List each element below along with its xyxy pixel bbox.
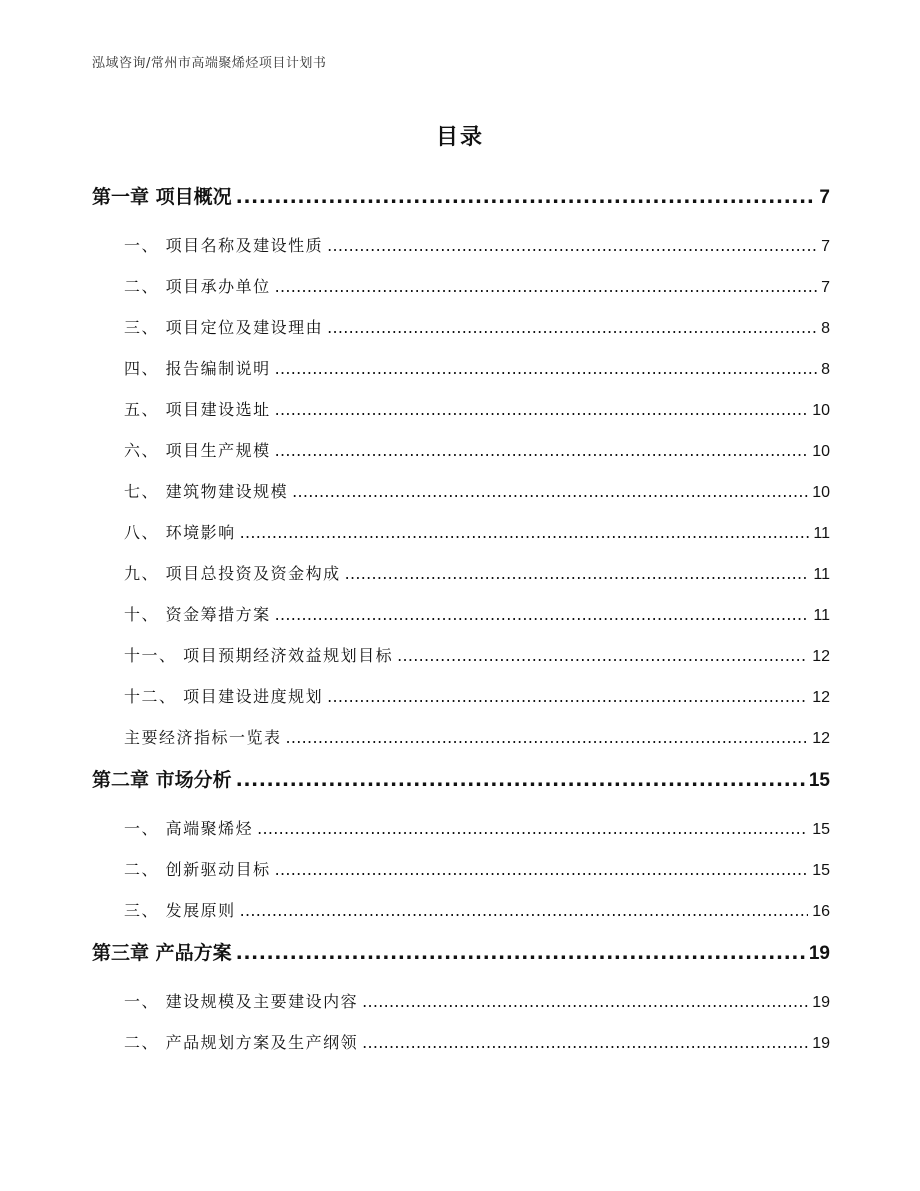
toc-page-number: 12 [812,730,830,747]
dot-leader [275,436,809,466]
dot-leader [236,182,816,212]
toc-section[interactable] [92,855,830,885]
dot-leader [275,600,810,630]
toc-page-number: 16 [812,903,830,920]
toc-page-number: 11 [813,525,830,542]
toc-page-number: 19 [808,943,830,964]
toc-section[interactable] [92,477,830,507]
dot-leader [236,938,805,968]
toc-section[interactable] [92,600,830,630]
toc-section[interactable] [92,313,830,343]
dot-leader [236,765,805,795]
dot-leader [327,682,808,712]
table-of-contents [92,180,830,1058]
toc-section[interactable] [92,272,830,302]
toc-section[interactable] [92,395,830,425]
toc-chapter-label: 第二章 市场分析 [92,769,232,791]
toc-page-number: 10 [812,484,830,501]
toc-section-label: 十二、 项目建设进度规划 [124,687,324,706]
toc-page-number: 11 [813,607,830,624]
toc-section-label: 十、 资金筹措方案 [124,605,271,624]
dot-leader [240,518,810,548]
toc-chapter-3[interactable] [92,938,830,968]
toc-page-number: 15 [812,821,830,838]
toc-section-label: 六、 项目生产规模 [124,441,271,460]
dot-leader [397,641,808,671]
toc-chapter-label: 第一章 项目概况 [92,186,232,208]
toc-page-number: 10 [812,443,830,460]
dot-leader [275,272,818,302]
toc-chapter-1[interactable] [92,182,830,212]
toc-page-number: 7 [819,187,830,208]
dot-leader [362,1028,808,1058]
toc-section-label: 八、 环境影响 [124,523,236,542]
toc-section[interactable] [92,641,830,671]
toc-section[interactable] [92,814,830,844]
toc-section-label: 主要经济指标一览表 [124,728,282,747]
dot-leader [275,395,809,425]
toc-page-number: 11 [813,566,830,583]
dot-leader [362,987,808,1017]
toc-page-number: 7 [821,238,830,255]
toc-section-label: 一、 高端聚烯烃 [124,819,254,838]
toc-section[interactable] [92,518,830,548]
toc-section-label: 二、 项目承办单位 [124,277,271,296]
toc-section[interactable] [92,987,830,1017]
toc-page-number: 12 [812,689,830,706]
toc-page-number: 8 [821,361,830,378]
dot-leader [240,896,809,926]
running-header: 泓域咨询/常州市高端聚烯烃项目计划书 [92,56,327,71]
toc-section-label: 一、 项目名称及建设性质 [124,236,324,255]
toc-page-number: 15 [812,862,830,879]
toc-section[interactable] [92,559,830,589]
toc-section-label: 十一、 项目预期经济效益规划目标 [124,646,394,665]
dot-leader [327,231,817,261]
toc-section[interactable] [92,436,830,466]
toc-page-number: 15 [808,770,830,791]
dot-leader [345,559,810,589]
toc-section-label: 三、 发展原则 [124,901,236,920]
toc-page-number: 19 [812,994,830,1011]
dot-leader [275,354,818,384]
dot-leader [327,313,817,343]
toc-page-number: 19 [812,1035,830,1052]
toc-chapter-2[interactable] [92,765,830,795]
toc-chapter-label: 第三章 产品方案 [92,942,232,964]
dot-leader [286,723,809,753]
toc-section-label: 五、 项目建设选址 [124,400,271,419]
toc-section-label: 七、 建筑物建设规模 [124,482,289,501]
toc-section-label: 一、 建设规模及主要建设内容 [124,992,359,1011]
toc-section[interactable] [92,682,830,712]
toc-section-label: 四、 报告编制说明 [124,359,271,378]
toc-page-number: 10 [812,402,830,419]
toc-section-label: 九、 项目总投资及资金构成 [124,564,341,583]
toc-page-number: 8 [821,320,830,337]
toc-section[interactable] [92,896,830,926]
toc-section-label: 二、 创新驱动目标 [124,860,271,879]
toc-title: 目录 [435,125,484,150]
toc-page-number: 7 [821,279,830,296]
toc-page-number: 12 [812,648,830,665]
dot-leader [257,814,808,844]
toc-section[interactable] [92,723,830,753]
toc-section-label: 三、 项目定位及建设理由 [124,318,324,337]
toc-section[interactable] [92,1028,830,1058]
dot-leader [292,477,808,507]
toc-section[interactable] [92,354,830,384]
toc-section[interactable] [92,231,830,261]
dot-leader [275,855,809,885]
toc-section-label: 二、 产品规划方案及生产纲领 [124,1033,359,1052]
